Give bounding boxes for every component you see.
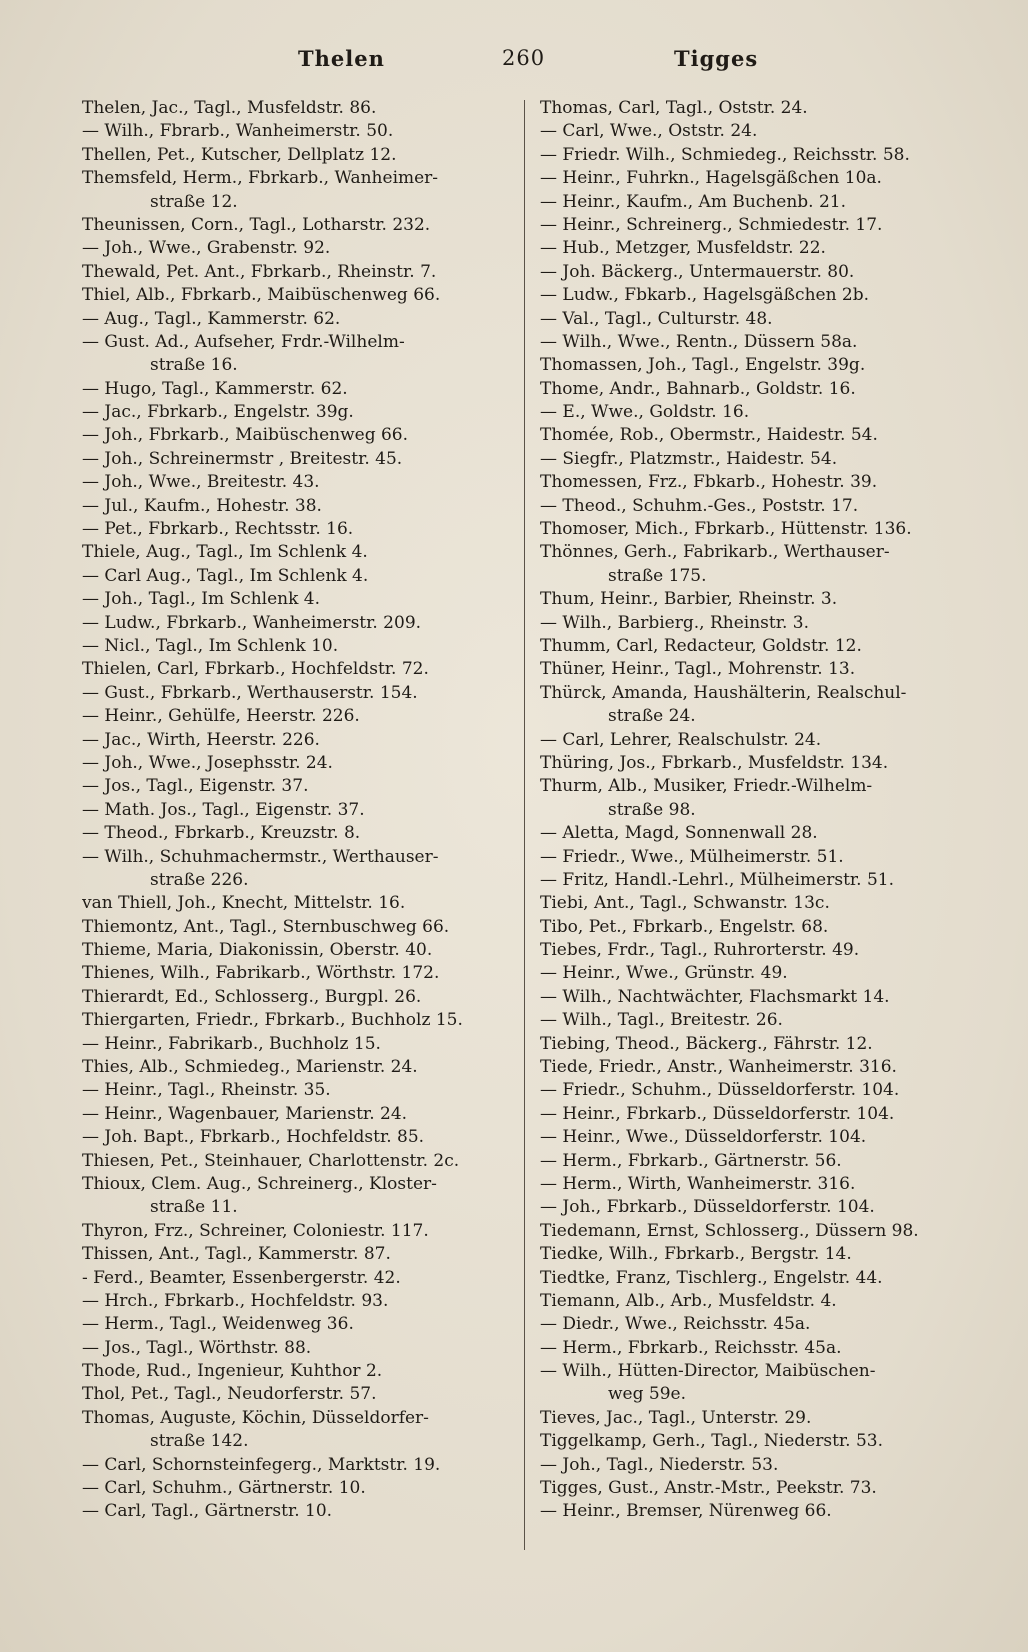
- directory-entry: straße 24.: [608, 706, 696, 727]
- directory-entry: Thum, Heinr., Barbier, Rheinstr. 3.: [540, 589, 838, 610]
- directory-entry: Thioux, Clem. Aug., Schreinerg., Kloster-: [82, 1173, 437, 1194]
- directory-entry: — Heinr., Tagl., Rheinstr. 35.: [82, 1080, 331, 1101]
- directory-entry: Tigges, Gust., Anstr.-Mstr., Peekstr. 73.: [540, 1478, 877, 1499]
- directory-entry: Thomoser, Mich., Fbrkarb., Hüttenstr. 136.: [540, 519, 912, 540]
- directory-entry: — Herm., Fbrkarb., Reichsstr. 45a.: [540, 1337, 842, 1358]
- directory-entry: — Heinr., Fbrkarb., Düsseldorferstr. 104.: [540, 1103, 895, 1124]
- directory-entry: Tieves, Jac., Tagl., Unterstr. 29.: [540, 1407, 812, 1428]
- header-left-catchword: Thelen: [298, 46, 385, 71]
- directory-entry: Themsfeld, Herm., Fbrkarb., Wanheimer-: [82, 168, 439, 189]
- directory-entry: — Carl Aug., Tagl., Im Schlenk 4.: [82, 565, 369, 586]
- directory-entry: — Joh., Wwe., Grabenstr. 92.: [82, 238, 331, 259]
- directory-entry: — Joh. Bäckerg., Untermauerstr. 80.: [540, 261, 855, 282]
- directory-entry: Thiemontz, Ant., Tagl., Sternbuschweg 66.: [82, 916, 450, 937]
- directory-entry: Tiemann, Alb., Arb., Musfeldstr. 4.: [540, 1290, 837, 1311]
- directory-entry: — Friedr., Schuhm., Düsseldorferstr. 104.: [540, 1080, 900, 1101]
- directory-entry: — Heinr., Wagenbauer, Marienstr. 24.: [82, 1103, 408, 1124]
- directory-entry: — Wilh., Fbrarb., Wanheimerstr. 50.: [82, 121, 394, 142]
- directory-entry: — Math. Jos., Tagl., Eigenstr. 37.: [82, 799, 365, 820]
- directory-entry: Thüring, Jos., Fbrkarb., Musfeldstr. 134.: [540, 752, 889, 773]
- directory-entry: Thiele, Aug., Tagl., Im Schlenk 4.: [82, 542, 368, 563]
- directory-entry: — Theod., Fbrkarb., Kreuzstr. 8.: [82, 823, 361, 844]
- directory-entry: — Carl, Wwe., Oststr. 24.: [540, 121, 758, 142]
- directory-entry: Thome, Andr., Bahnarb., Goldstr. 16.: [540, 378, 856, 399]
- directory-entry: — Joh., Tagl., Niederstr. 53.: [540, 1454, 779, 1475]
- page-number: 260: [502, 46, 546, 70]
- directory-entry: — Joh., Schreinermstr , Breitestr. 45.: [82, 448, 403, 469]
- directory-entry: Thielen, Carl, Fbrkarb., Hochfeldstr. 72.: [82, 659, 429, 680]
- directory-entry: — Wilh., Nachtwächter, Flachsmarkt 14.: [540, 986, 890, 1007]
- directory-entry: — Diedr., Wwe., Reichsstr. 45a.: [540, 1314, 811, 1335]
- directory-entry: — Hub., Metzger, Musfeldstr. 22.: [540, 238, 826, 259]
- directory-entry: — Jac., Fbrkarb., Engelstr. 39g.: [82, 402, 354, 423]
- directory-entry: — Joh., Fbrkarb., Maibüschenweg 66.: [82, 425, 409, 446]
- directory-entry: straße 226.: [150, 869, 249, 890]
- directory-entry: — Joh., Wwe., Breitestr. 43.: [82, 472, 320, 493]
- left-column: [82, 97, 512, 1524]
- directory-entry: Tiede, Friedr., Anstr., Wanheimerstr. 316.: [540, 1057, 897, 1078]
- directory-entry: — Pet., Fbrkarb., Rechtsstr. 16.: [82, 519, 354, 540]
- directory-entry: weg 59e.: [608, 1384, 686, 1405]
- directory-entry: — Joh., Tagl., Im Schlenk 4.: [82, 589, 321, 610]
- directory-entry: Tiedke, Wilh., Fbrkarb., Bergstr. 14.: [540, 1244, 852, 1265]
- directory-entry: — Jos., Tagl., Wörthstr. 88.: [82, 1337, 312, 1358]
- directory-entry: Thienes, Wilh., Fabrikarb., Wörthstr. 172.: [82, 963, 440, 984]
- directory-entry: Thomas, Auguste, Köchin, Düsseldorfer-: [82, 1407, 429, 1428]
- directory-entry: Thellen, Pet., Kutscher, Dellplatz 12.: [82, 144, 397, 165]
- directory-entry: — Carl, Tagl., Gärtnerstr. 10.: [82, 1501, 333, 1522]
- directory-entry: straße 11.: [150, 1197, 238, 1218]
- directory-entry: Thol, Pet., Tagl., Neudorferstr. 57.: [82, 1384, 377, 1405]
- directory-entry: Thomas, Carl, Tagl., Oststr. 24.: [540, 98, 808, 118]
- directory-entry: Thiergarten, Friedr., Fbrkarb., Buchholz 15.: [82, 1010, 463, 1031]
- directory-entry: Thomassen, Joh., Tagl., Engelstr. 39g.: [540, 355, 866, 376]
- directory-entry: Tiggelkamp, Gerh., Tagl., Niederstr. 53.: [540, 1431, 883, 1452]
- directory-entry: — Jul., Kaufm., Hohestr. 38.: [82, 495, 322, 516]
- directory-entry: Thierardt, Ed., Schlosserg., Burgpl. 26.: [82, 986, 422, 1007]
- directory-entry: — Fritz, Handl.-Lehrl., Mülheimerstr. 51.: [540, 869, 895, 890]
- directory-entry: Thürck, Amanda, Haushälterin, Realschul-: [540, 682, 907, 703]
- directory-entry: straße 12.: [150, 191, 238, 212]
- directory-entry: — Gust., Fbrkarb., Werthauserstr. 154.: [82, 682, 418, 703]
- directory-entry: — Heinr., Fuhrkn., Hagelsgäßchen 10a.: [540, 168, 882, 189]
- directory-entry: straße 175.: [608, 565, 707, 586]
- directory-entry: — Heinr., Wwe., Düsseldorferstr. 104.: [540, 1127, 867, 1148]
- directory-entry: — Heinr., Fabrikarb., Buchholz 15.: [82, 1033, 381, 1054]
- directory-entry: van Thiell, Joh., Knecht, Mittelstr. 16.: [82, 893, 406, 914]
- directory-entry: Thies, Alb., Schmiedeg., Marienstr. 24.: [82, 1057, 418, 1078]
- directory-entry: Thissen, Ant., Tagl., Kammerstr. 87.: [82, 1244, 391, 1265]
- directory-entry: — Ludw., Fbkarb., Hagelsgäßchen 2b.: [540, 285, 870, 306]
- directory-entry: — Friedr., Wwe., Mülheimerstr. 51.: [540, 846, 844, 867]
- directory-entry: — Herm., Wirth, Wanheimerstr. 316.: [540, 1173, 856, 1194]
- directory-entry: — Theod., Schuhm.-Ges., Poststr. 17.: [540, 495, 859, 516]
- directory-entry: Thomessen, Frz., Fbkarb., Hohestr. 39.: [540, 472, 878, 493]
- directory-entry: Theunissen, Corn., Tagl., Lotharstr. 232.: [82, 214, 431, 235]
- directory-entry: — Friedr. Wilh., Schmiedeg., Reichsstr. 58.: [540, 144, 910, 165]
- directory-entry: — Hugo, Tagl., Kammerstr. 62.: [82, 378, 348, 399]
- directory-entry: straße 16.: [150, 355, 238, 376]
- directory-entry: — Hrch., Fbrkarb., Hochfeldstr. 93.: [82, 1290, 389, 1311]
- right-column: [540, 97, 970, 1524]
- directory-entry: — E., Wwe., Goldstr. 16.: [540, 402, 750, 423]
- directory-entry: Tiedtke, Franz, Tischlerg., Engelstr. 44.: [540, 1267, 883, 1288]
- directory-entry: — Carl, Lehrer, Realschulstr. 24.: [540, 729, 822, 750]
- directory-entry: — Jos., Tagl., Eigenstr. 37.: [82, 776, 309, 797]
- directory-entry: Tibo, Pet., Fbrkarb., Engelstr. 68.: [540, 916, 829, 937]
- directory-entry: Thomée, Rob., Obermstr., Haidestr. 54.: [540, 425, 878, 446]
- directory-entry: — Joh., Wwe., Josephsstr. 24.: [82, 752, 333, 773]
- directory-entry: Thüner, Heinr., Tagl., Mohrenstr. 13.: [540, 659, 856, 680]
- directory-entry: Thyron, Frz., Schreiner, Coloniestr. 117.: [82, 1220, 429, 1241]
- directory-entry: Thumm, Carl, Redacteur, Goldstr. 12.: [540, 635, 862, 656]
- directory-entry: Thiesen, Pet., Steinhauer, Charlottenstr. 2c.: [82, 1150, 460, 1171]
- directory-entry: — Wilh., Hütten-Director, Maibüschen-: [540, 1361, 876, 1382]
- directory-entry: Tiedemann, Ernst, Schlosserg., Düssern 98.: [540, 1220, 919, 1241]
- directory-entry: — Aletta, Magd, Sonnenwall 28.: [540, 823, 818, 844]
- directory-entry: — Heinr., Kaufm., Am Buchenb. 21.: [540, 191, 846, 212]
- directory-entry: — Jac., Wirth, Heerstr. 226.: [82, 729, 320, 750]
- directory-entry: Thiel, Alb., Fbrkarb., Maibüschenweg 66.: [82, 285, 441, 306]
- directory-entry: — Gust. Ad., Aufseher, Frdr.-Wilhelm-: [82, 331, 405, 352]
- directory-entry: — Herm., Fbrkarb., Gärtnerstr. 56.: [540, 1150, 842, 1171]
- directory-entry: — Heinr., Schreinerg., Schmiedestr. 17.: [540, 214, 883, 235]
- directory-entry: — Heinr., Gehülfe, Heerstr. 226.: [82, 706, 360, 727]
- directory-entry: straße 142.: [150, 1431, 249, 1452]
- directory-entry: — Wilh., Wwe., Rentn., Düssern 58a.: [540, 331, 858, 352]
- directory-entry: — Carl, Schuhm., Gärtnerstr. 10.: [82, 1478, 366, 1499]
- directory-entry: Thurm, Alb., Musiker, Friedr.-Wilhelm-: [540, 776, 873, 797]
- directory-entry: — Joh., Fbrkarb., Düsseldorferstr. 104.: [540, 1197, 875, 1218]
- directory-entry: Thelen, Jac., Tagl., Musfeldstr. 86.: [82, 98, 377, 118]
- column-divider: [524, 100, 525, 1550]
- directory-entry: — Wilh., Schuhmachermstr., Werthauser-: [82, 846, 439, 867]
- directory-entry: Tiebes, Frdr., Tagl., Ruhrorterstr. 49.: [540, 940, 860, 961]
- directory-entry: Thewald, Pet. Ant., Fbrkarb., Rheinstr. 7.: [82, 261, 437, 282]
- directory-entry: Thode, Rud., Ingenieur, Kuhthor 2.: [82, 1361, 383, 1382]
- directory-entry: — Heinr., Wwe., Grünstr. 49.: [540, 963, 788, 984]
- directory-entry: - Ferd., Beamter, Essenbergerstr. 42.: [82, 1267, 401, 1288]
- directory-entry: Thieme, Maria, Diakonissin, Oberstr. 40.: [82, 940, 433, 961]
- directory-entry: — Heinr., Bremser, Nürenweg 66.: [540, 1501, 832, 1522]
- directory-entry: — Siegfr., Platzmstr., Haidestr. 54.: [540, 448, 838, 469]
- directory-entry: Tiebing, Theod., Bäckerg., Fährstr. 12.: [540, 1033, 873, 1054]
- directory-entry: — Aug., Tagl., Kammerstr. 62.: [82, 308, 341, 329]
- directory-entry: Thönnes, Gerh., Fabrikarb., Werthauser-: [540, 542, 890, 563]
- directory-entry: — Carl, Schornsteinfegerg., Marktstr. 19.: [82, 1454, 441, 1475]
- header-right-catchword: Tigges: [674, 46, 759, 71]
- directory-entry: — Wilh., Tagl., Breitestr. 26.: [540, 1010, 783, 1031]
- directory-entry: — Val., Tagl., Culturstr. 48.: [540, 308, 773, 329]
- directory-entry: — Wilh., Barbierg., Rheinstr. 3.: [540, 612, 810, 633]
- directory-entry: straße 98.: [608, 799, 696, 820]
- directory-entry: — Ludw., Fbrkarb., Wanheimerstr. 209.: [82, 612, 422, 633]
- directory-entry: — Joh. Bapt., Fbrkarb., Hochfeldstr. 85.: [82, 1127, 425, 1148]
- directory-entry: — Herm., Tagl., Weidenweg 36.: [82, 1314, 354, 1335]
- directory-entry: — Nicl., Tagl., Im Schlenk 10.: [82, 635, 339, 656]
- directory-entry: Tiebi, Ant., Tagl., Schwanstr. 13c.: [540, 893, 830, 914]
- page-header: [0, 46, 1028, 80]
